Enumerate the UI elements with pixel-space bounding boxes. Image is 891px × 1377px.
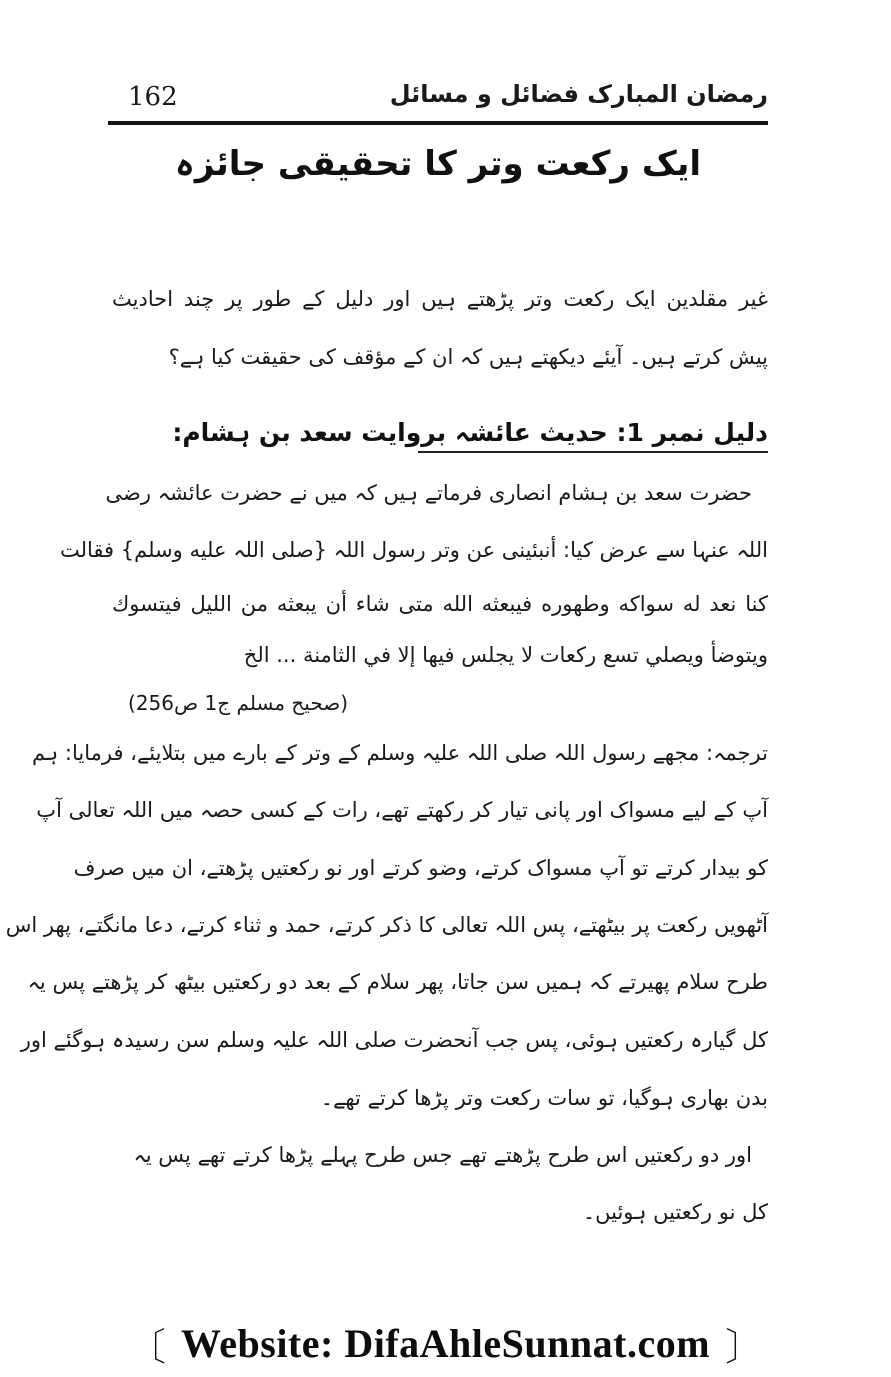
- translation-line-3: کو بیدار کرتے تو آپ مسواک کرتے، وضو کرتے اور نو رکعتیں پڑھتے، ان میں صرف: [73, 856, 768, 880]
- hadith-line-4: ويتوضأ ويصلي تسع ركعات لا يجلس فيها إلا في الثامنة ... الخ: [243, 643, 768, 667]
- translation-line-5: طرح سلام پھیرتے کہ ہمیں سن جاتا، پھر سلام کے بعد دو رکعتیں بیٹھ کر پڑھتے پس یہ: [27, 970, 768, 994]
- translation-line-2: آپ کے لیے مسواک اور پانی تیار کر رکھتے تھے، رات کے کسی حصہ میں اللہ تعالی آپ: [36, 798, 768, 822]
- hadith-line-1: حضرت سعد بن ہشام انصاری فرماتے ہیں کہ میں نے حضرت عائشہ رضی: [105, 481, 752, 505]
- translation-line-1: ترجمہ: مجھے رسول اللہ صلی اللہ علیہ وسلم کے وتر کے بارے میں بتلایئے، فرمایا: ہم: [31, 741, 768, 765]
- section-heading: دلیل نمبر 1: حدیث عائشہ بروایت سعد بن ہشام:: [172, 418, 768, 447]
- translation-line-4: آٹھویں رکعت پر بیٹھتے، پس اللہ تعالی کا ذکر کرتے، حمد و ثناء کرتے، دعا مانگتے، پھر اس: [5, 913, 768, 937]
- translation-line-7: بدن بھاری ہوگیا، تو سات رکعت وتر پڑھا کرتے تھے۔: [320, 1086, 768, 1110]
- translation-line-6: کل گیارہ رکعتیں ہوئی، پس جب آنحضرت صلی اللہ علیہ وسلم سن رسیدہ ہوگئے اور: [20, 1028, 768, 1052]
- intro-line-2: پیش کرتے ہیں۔ آیئے دیکھتے ہیں کہ ان کے مؤقف کی حقیقت کیا ہے؟: [168, 345, 768, 369]
- header-divider: [108, 121, 768, 125]
- hadith-reference: (صحیح مسلم ج1 ص256): [128, 691, 349, 715]
- website-footer: [108, 1316, 783, 1369]
- hadith-line-3: كنا نعد له سواكه وطهوره فيبعثه الله متى شاء أن يبعثه من الليل فيتسوك: [112, 592, 768, 616]
- closing-line-2: کل نو رکعتیں ہوئیں۔: [582, 1200, 768, 1224]
- website-link[interactable]: Website: DifaAhleSunnat.com: [180, 1321, 711, 1366]
- closing-line-1: اور دو رکعتیں اس طرح پڑھتے تھے جس طرح پہلے پڑھا کرتے تھے پس یہ: [133, 1143, 752, 1167]
- footer-bracket-left: 〔: [127, 1325, 166, 1369]
- section-heading-underline: [418, 451, 768, 453]
- running-title: رمضان المبارک فضائل و مسائل: [389, 80, 768, 108]
- footer-bracket-right: 〕: [725, 1325, 764, 1369]
- chapter-title: ایک رکعت وتر کا تحقیقی جائزہ: [174, 144, 702, 184]
- hadith-line-2: اللہ عنہا سے عرض کیا: أنبئینی عن وتر رسول اللہ {صلی اللہ علیه وسلم} فقالت: [59, 538, 768, 562]
- page-number: 162: [128, 82, 178, 112]
- page-header: [108, 78, 768, 118]
- intro-line-1: غیر مقلدین ایک رکعت وتر پڑھتے ہیں اور دلیل کے طور پر چند احادیث: [112, 287, 768, 311]
